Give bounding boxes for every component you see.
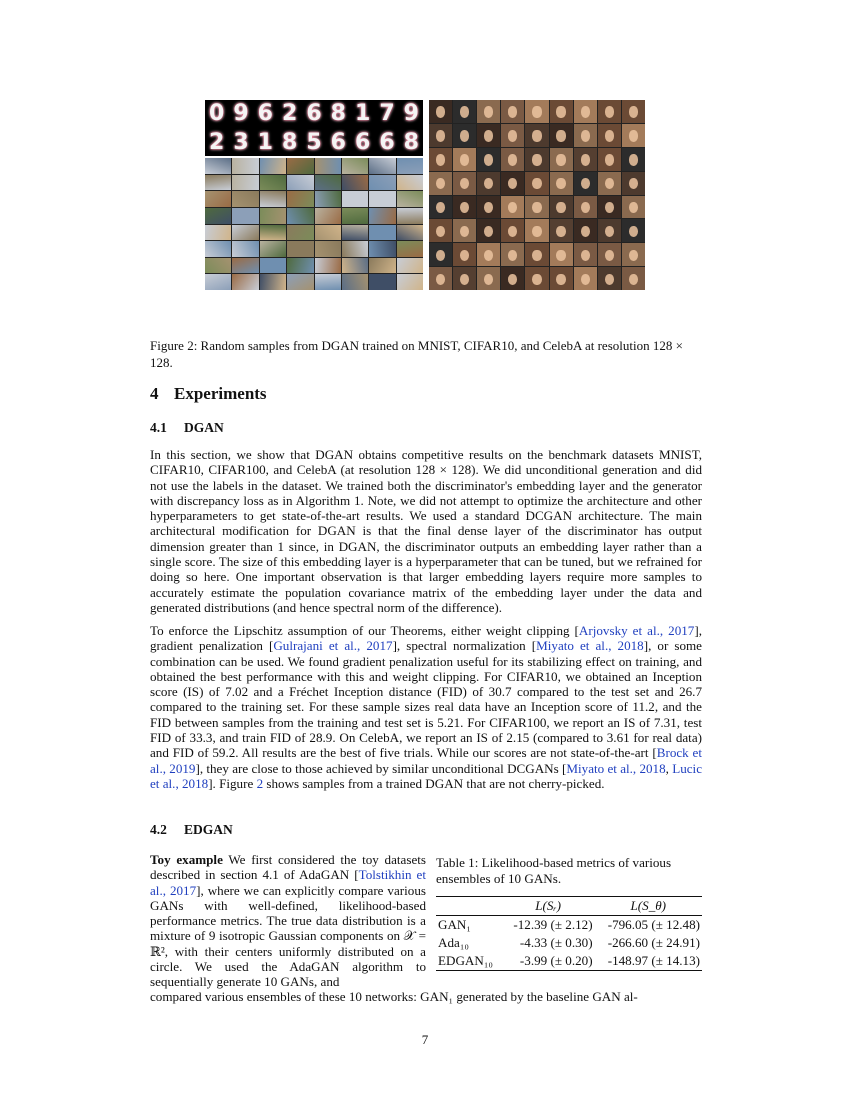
celeba-sample <box>453 196 476 219</box>
celeba-sample <box>598 267 621 290</box>
cifar-sample <box>315 225 341 241</box>
paragraph-dgan-intro: In this section, we show that DGAN obtains competitive results on the benchmark datasets MNIST, CIFAR10, CIFAR100, and CelebA (at resolution 128 × 128). We did unconditional generation and did not use the labels in the dataset. We trained both the discriminator's embedding layer and the generator with discrepancy loss as in Algorithm 1. Note, we did not attempt to optimize the architecture and other hyperparameters to get state-of-the-art results. We used a standard DCGAN architecture. The main architectural modification for DGAN is that the final dense layer of the discriminator has output dimension greater than 1 since, in DGAN, the discriminator outputs an embedding layer rather than a single score. The size of this embedding layer is a hyperparameter that can be tuned, but we refrained for doing so here. One important observation is that larger embedding layers require more samples to accurately estimate the population covariance matrix of the embedding layer under the data and generated distributions (and hence spectral norm of the difference). <box>150 447 702 615</box>
celeba-sample <box>574 100 597 123</box>
mnist-digit: 9 <box>233 101 249 127</box>
celeba-sample <box>550 196 573 219</box>
cifar-sample <box>260 191 286 207</box>
cifar-sample <box>260 225 286 241</box>
mnist-digit: 8 <box>403 129 419 155</box>
cifar-sample <box>342 175 368 191</box>
text-run: ], spectral normalization [ <box>392 638 537 654</box>
celeba-sample <box>453 172 476 195</box>
celeba-sample <box>429 148 452 171</box>
celeba-sample <box>525 196 548 219</box>
celeba-sample <box>525 100 548 123</box>
text-run: To enforce the Lipschitz assumption of our Theorems, either weight clipping [ <box>150 623 579 638</box>
paragraph-toy-example <box>150 852 426 990</box>
section-title: Experiments <box>174 384 267 403</box>
cifar-sample <box>260 241 286 257</box>
cifar-sample <box>342 241 368 257</box>
cifar-sample <box>342 225 368 241</box>
mnist-digit: 2 <box>209 129 225 155</box>
mnist-digit: 2 <box>282 101 298 127</box>
mnist-digit: 1 <box>355 101 371 127</box>
figure-2 <box>205 100 645 290</box>
cifar-sample <box>287 258 313 274</box>
cifar-sample <box>232 208 258 224</box>
celeba-sample <box>477 267 500 290</box>
celeba-sample <box>574 267 597 290</box>
table-cell: -4.33 (± 0.30) <box>519 935 593 950</box>
cifar-sample <box>342 191 368 207</box>
cifar-sample <box>369 208 395 224</box>
cifar-sample <box>205 208 231 224</box>
cifar-sample <box>260 158 286 174</box>
citation-miyato[interactable]: Miyato et al., 2018 <box>536 638 644 654</box>
cifar-sample <box>287 175 313 191</box>
cifar-sample <box>232 241 258 257</box>
mnist-digit: 6 <box>330 129 346 155</box>
cifar-sample <box>342 258 368 274</box>
celeba-sample <box>429 219 452 242</box>
mnist-samples <box>205 100 423 156</box>
celeba-sample <box>453 267 476 290</box>
celeba-sample <box>453 100 476 123</box>
celeba-sample <box>550 124 573 147</box>
cifar-sample <box>205 225 231 241</box>
citation-miyato-2[interactable]: Miyato et al., 2018 <box>566 760 666 776</box>
cifar-sample <box>369 175 395 191</box>
cifar-sample <box>315 158 341 174</box>
celeba-sample <box>477 124 500 147</box>
cifar-sample <box>260 175 286 191</box>
cifar-sample <box>315 175 341 191</box>
cifar-sample <box>397 274 423 290</box>
cifar-sample <box>342 208 368 224</box>
table-header-row <box>436 897 702 916</box>
table-header-cell: L(S_θ) <box>630 898 667 913</box>
celeba-sample <box>429 196 452 219</box>
celeba-sample <box>501 172 524 195</box>
celeba-sample <box>525 243 548 266</box>
celeba-sample <box>550 172 573 195</box>
celeba-sample <box>453 148 476 171</box>
cifar-sample <box>232 258 258 274</box>
cifar-sample <box>232 158 258 174</box>
cifar-sample <box>397 208 423 224</box>
celeba-sample <box>501 124 524 147</box>
celeba-sample <box>574 148 597 171</box>
mnist-digit: 6 <box>306 101 322 127</box>
toy-example-heading: Toy example <box>150 852 223 867</box>
celeba-sample <box>598 148 621 171</box>
figure-reference[interactable]: 2 <box>256 775 264 791</box>
text-run: shows samples from a trained DGAN that are not cherry-picked. <box>263 775 605 791</box>
subsection-title: EDGAN <box>184 822 233 837</box>
celeba-sample <box>501 267 524 290</box>
celeba-sample <box>574 196 597 219</box>
celeba-sample <box>477 100 500 123</box>
table-cell: -12.39 (± 2.12) <box>513 917 593 932</box>
celeba-sample <box>598 243 621 266</box>
celeba-sample <box>525 172 548 195</box>
celeba-sample <box>622 219 645 242</box>
cifar-sample <box>369 258 395 274</box>
cifar-sample <box>369 274 395 290</box>
celeba-sample <box>574 219 597 242</box>
cifar-sample <box>369 225 395 241</box>
mnist-digit: 6 <box>379 129 395 155</box>
celeba-sample <box>453 124 476 147</box>
celeba-sample <box>525 267 548 290</box>
cifar-sample <box>369 191 395 207</box>
cifar-sample <box>287 191 313 207</box>
subsection-heading-4-1 <box>150 420 224 436</box>
celeba-sample <box>598 172 621 195</box>
mnist-digit: 9 <box>403 101 419 127</box>
cifar-sample <box>397 175 423 191</box>
cifar-sample <box>232 175 258 191</box>
mnist-digit: 1 <box>257 129 273 155</box>
mnist-digit: 5 <box>306 129 322 155</box>
celeba-sample <box>622 243 645 266</box>
celeba-sample <box>525 219 548 242</box>
cifar-sample <box>287 158 313 174</box>
celeba-sample <box>429 172 452 195</box>
table-row <box>436 916 702 935</box>
cifar-sample <box>260 274 286 290</box>
celeba-sample <box>477 243 500 266</box>
mnist-digit: 6 <box>257 101 273 127</box>
figure-caption: Figure 2: Random samples from DGAN trained on MNIST, CIFAR10, and CelebA at resolution 128 × 128. <box>150 338 683 370</box>
celeba-sample <box>574 172 597 195</box>
celeba-sample <box>598 196 621 219</box>
cifar-sample <box>287 274 313 290</box>
celeba-sample <box>622 124 645 147</box>
cifar10-samples <box>205 158 423 290</box>
celeba-sample <box>501 219 524 242</box>
cifar-sample <box>397 258 423 274</box>
cifar-sample <box>287 241 313 257</box>
subsection-number: 4.1 <box>150 420 167 435</box>
text-run: ], gradient penalization [ <box>150 623 702 654</box>
celeba-sample <box>501 148 524 171</box>
table-cell: EDGAN₁₀ <box>438 953 493 968</box>
cifar-sample <box>260 208 286 224</box>
cifar-sample <box>205 191 231 207</box>
table-cell: -148.97 (± 14.13) <box>607 953 700 968</box>
celeba-sample <box>598 100 621 123</box>
section-heading <box>150 384 267 404</box>
celeba-sample <box>429 100 452 123</box>
table-cell: Ada₁₀ <box>438 935 469 950</box>
cifar-sample <box>315 274 341 290</box>
mnist-digit: 3 <box>233 129 249 155</box>
text-run: ], or some combination can be used. We found gradient penalization useful for its stabilizing effect on training, and obtained the best performance with this and weight clipping. For CIFAR10, we obtained an Inception score (IS) of 7.02 and a Fréchet Inception distance (FID) of 30.7 compared to the test set and 26.7 compared to the training set. For these sample sizes real data have an Inception score of 11.2, and the FID between samples from the training and test set is 5.21. For CIFAR100, we report an IS of 7.31, test FID of 33.3, and train FID of 28.9. On CelebA, we report an IS of 2.15 (compared to 3.61 for real data) and FID of 59.2. All results are the best of five trials. While our scores are not state-of-the-art [ <box>150 638 702 761</box>
cifar-sample <box>397 241 423 257</box>
cifar-sample <box>232 191 258 207</box>
celeba-sample <box>598 219 621 242</box>
paragraph-dgan-results <box>150 623 702 791</box>
celeba-sample <box>622 267 645 290</box>
cifar-sample <box>205 241 231 257</box>
text-run: , <box>665 760 673 776</box>
celeba-sample <box>622 100 645 123</box>
celeba-sample <box>550 100 573 123</box>
celeba-sample <box>525 148 548 171</box>
cifar-sample <box>369 241 395 257</box>
celeba-sample <box>477 148 500 171</box>
mnist-digit: 7 <box>379 101 395 127</box>
cifar-sample <box>315 241 341 257</box>
celeba-sample <box>622 148 645 171</box>
celeba-sample <box>453 219 476 242</box>
cifar-sample <box>369 158 395 174</box>
celeba-sample <box>525 124 548 147</box>
celeba-sample <box>550 219 573 242</box>
cifar-sample <box>205 258 231 274</box>
table-row <box>436 952 702 971</box>
mnist-digit: 8 <box>330 101 346 127</box>
subsection-number: 4.2 <box>150 822 167 837</box>
likelihood-table <box>436 896 702 971</box>
citation-gulrajani[interactable]: Gulrajani et al., 2017 <box>273 638 393 654</box>
celeba-sample <box>550 148 573 171</box>
cifar-sample <box>232 274 258 290</box>
cifar-sample <box>287 225 313 241</box>
table-cell: -796.05 (± 12.48) <box>607 917 700 932</box>
text-run: ], they are close to those achieved by similar unconditional DCGANs [ <box>195 760 567 776</box>
table-cell: GAN₁ <box>438 917 471 932</box>
cifar-sample <box>315 208 341 224</box>
subsection-title: DGAN <box>184 420 224 435</box>
celeba-sample <box>477 219 500 242</box>
table-caption: Table 1: Likelihood-based metrics of various ensembles of 10 GANs. <box>436 855 672 886</box>
table-cell: -266.60 (± 24.91) <box>607 935 700 950</box>
mnist-digit: 6 <box>355 129 371 155</box>
cifar-sample <box>397 158 423 174</box>
text-run: We first considered the toy datasets described in section 4.1 of AdaGAN [ <box>150 852 426 883</box>
cifar-sample <box>287 208 313 224</box>
cifar-sample <box>315 191 341 207</box>
celeba-sample <box>598 124 621 147</box>
mnist-digit: 8 <box>282 129 298 155</box>
cifar-sample <box>205 274 231 290</box>
cifar-sample <box>342 274 368 290</box>
table-row <box>436 934 702 952</box>
celeba-sample <box>550 243 573 266</box>
table-header-cell <box>436 897 502 916</box>
citation-lucic[interactable]: Lucic et al., 2018 <box>150 760 703 791</box>
mnist-digit: 0 <box>209 101 225 127</box>
cifar-sample <box>260 258 286 274</box>
paragraph-toy-continued: compared various ensembles of these 10 networks: GAN₁ generated by the baseline GAN al- <box>150 989 638 1004</box>
citation-tolstikhin[interactable]: Tolstikhin et al., 2017 <box>150 867 426 898</box>
celeba-sample <box>477 172 500 195</box>
celeba-sample <box>501 243 524 266</box>
cifar-sample <box>397 191 423 207</box>
celeba-sample <box>501 196 524 219</box>
celeba-sample <box>622 172 645 195</box>
celeba-sample <box>453 243 476 266</box>
celeba-sample <box>501 100 524 123</box>
celeba-sample <box>622 196 645 219</box>
cifar-sample <box>315 258 341 274</box>
celeba-sample <box>477 196 500 219</box>
page-number: 7 <box>421 1032 429 1047</box>
section-number: 4 <box>150 384 159 403</box>
table-header-cell: L(Sᵣ) <box>535 898 562 913</box>
cifar-sample <box>205 175 231 191</box>
subsection-heading-4-2 <box>150 822 233 838</box>
citation-brock[interactable]: Brock et al., 2019 <box>150 745 702 776</box>
citation-arjovsky[interactable]: Arjovsky et al., 2017 <box>578 623 695 638</box>
text-run: ]. Figure <box>208 775 257 791</box>
celeba-sample <box>574 243 597 266</box>
celeba-sample <box>429 124 452 147</box>
cifar-sample <box>205 158 231 174</box>
cifar-sample <box>397 225 423 241</box>
text-run: ], where we can explicitly compare various GANs with well-defined, likelihood-based performance metrics. The true data distribution is a mixture of 9 isotropic Gaussian components on 𝒳 = ℝ², with their centers uniformly distributed on a circle. We used the AdaGAN algorithm to sequentially generate 10 GANs, and <box>150 882 426 990</box>
table-cell: -3.99 (± 0.20) <box>519 953 593 968</box>
celeba-sample <box>429 243 452 266</box>
cifar-sample <box>342 158 368 174</box>
celeba-sample <box>574 124 597 147</box>
celeba-sample <box>429 267 452 290</box>
celeba-samples <box>429 100 645 290</box>
cifar-sample <box>232 225 258 241</box>
celeba-sample <box>550 267 573 290</box>
